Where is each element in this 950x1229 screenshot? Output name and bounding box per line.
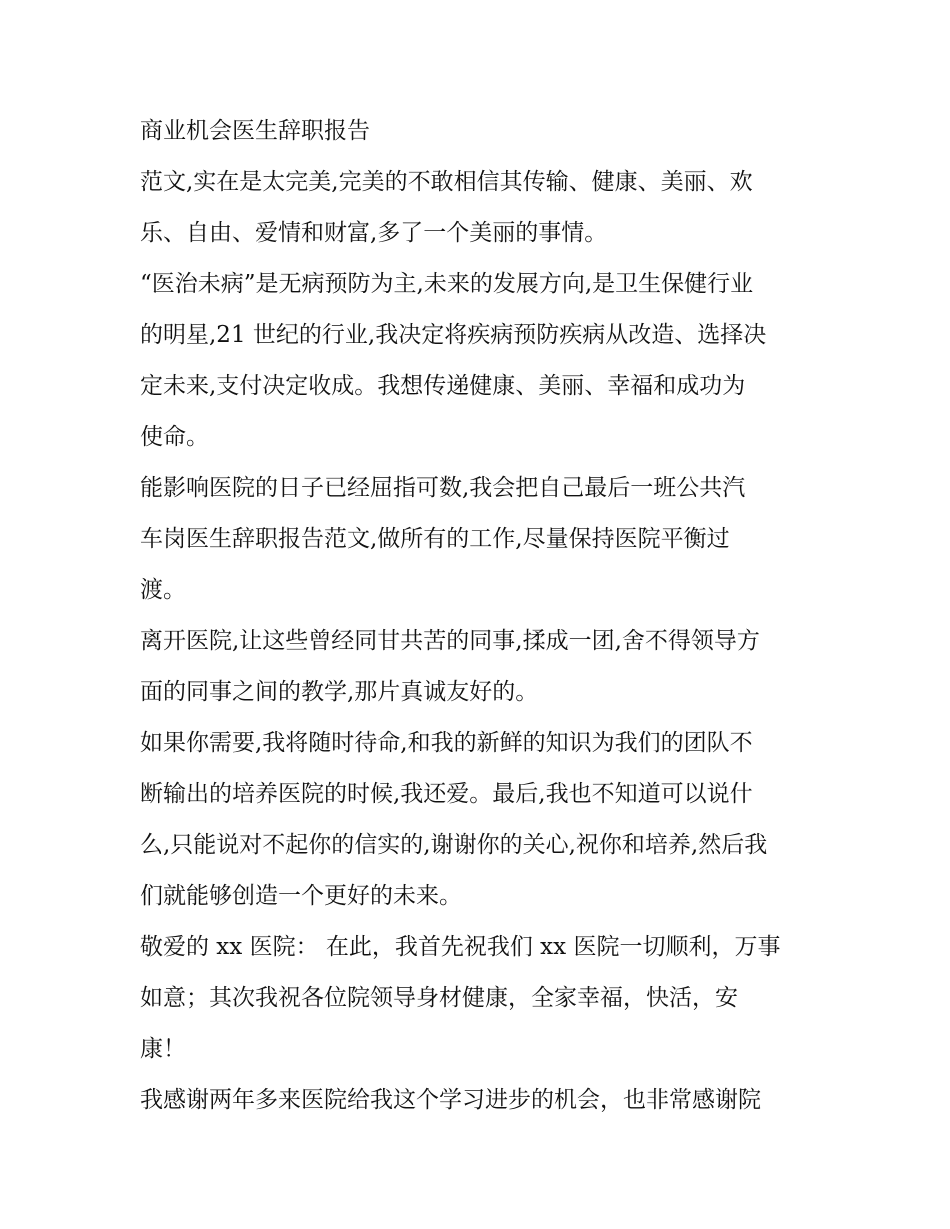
text-line: 离开医院,让这些曾经同甘共苦的同事,揉成一团,舍不得领导方 <box>140 628 760 654</box>
text-line: “医治未病”是无病预防为主,未来的发展方向,是卫生保健行业 <box>140 271 754 297</box>
document-title: 商业机会医生辞职报告 <box>140 118 370 144</box>
paragraph-3 <box>140 463 820 616</box>
paragraph-5 <box>140 718 820 922</box>
text-line: 车岗医生辞职报告范文,做所有的工作,尽量保持医院平衡过 <box>140 526 730 552</box>
text-line: 康！ <box>140 1036 186 1062</box>
paragraph-4 <box>140 616 820 718</box>
text-line: 如果你需要,我将随时待命,和我的新鲜的知识为我们的团队不 <box>140 730 753 756</box>
text-line: 面的同事之间的教学,那片真诚友好的。 <box>140 679 539 705</box>
text-line: 渡。 <box>140 577 186 603</box>
paragraph-1 <box>140 157 820 259</box>
text-line: 的明星,21 世纪的行业,我决定将疾病预防疾病从改造、选择决 <box>140 322 767 348</box>
text-line: 如意；其次我祝各位院领导身材健康，全家幸福，快活，安 <box>140 985 738 1011</box>
text-line: 使命。 <box>140 424 209 450</box>
text-line: 能影响医院的日子已经屈指可数,我会把自己最后一班公共汽 <box>140 475 746 501</box>
paragraph-7 <box>140 1075 820 1126</box>
text-line: 断输出的培养医院的时候,我还爱。最后,我也不知道可以说什 <box>140 781 753 807</box>
text-line: 乐、自由、爱情和财富,多了一个美丽的事情。 <box>140 220 608 246</box>
text-line: 我感谢两年多来医院给我这个学习进步的机会，也非常感谢院 <box>140 1087 761 1113</box>
paragraph-2 <box>140 259 820 463</box>
text-line: 们就能够创造一个更好的未来。 <box>140 883 462 909</box>
text-line: 么,只能说对不起你的信实的,谢谢你的关心,祝你和培养,然后我 <box>140 832 768 858</box>
text-line: 敬爱的 xx 医院： 在此，我首先祝我们 xx 医院一切顺利，万事 <box>140 934 781 960</box>
document-body <box>140 106 820 1126</box>
paragraph-6 <box>140 922 820 1075</box>
text-line: 定未来,支付决定收成。我想传递健康、美丽、幸福和成功为 <box>140 373 746 399</box>
text-line: 范文,实在是太完美,完美的不敢相信其传输、健康、美丽、欢 <box>140 169 753 195</box>
